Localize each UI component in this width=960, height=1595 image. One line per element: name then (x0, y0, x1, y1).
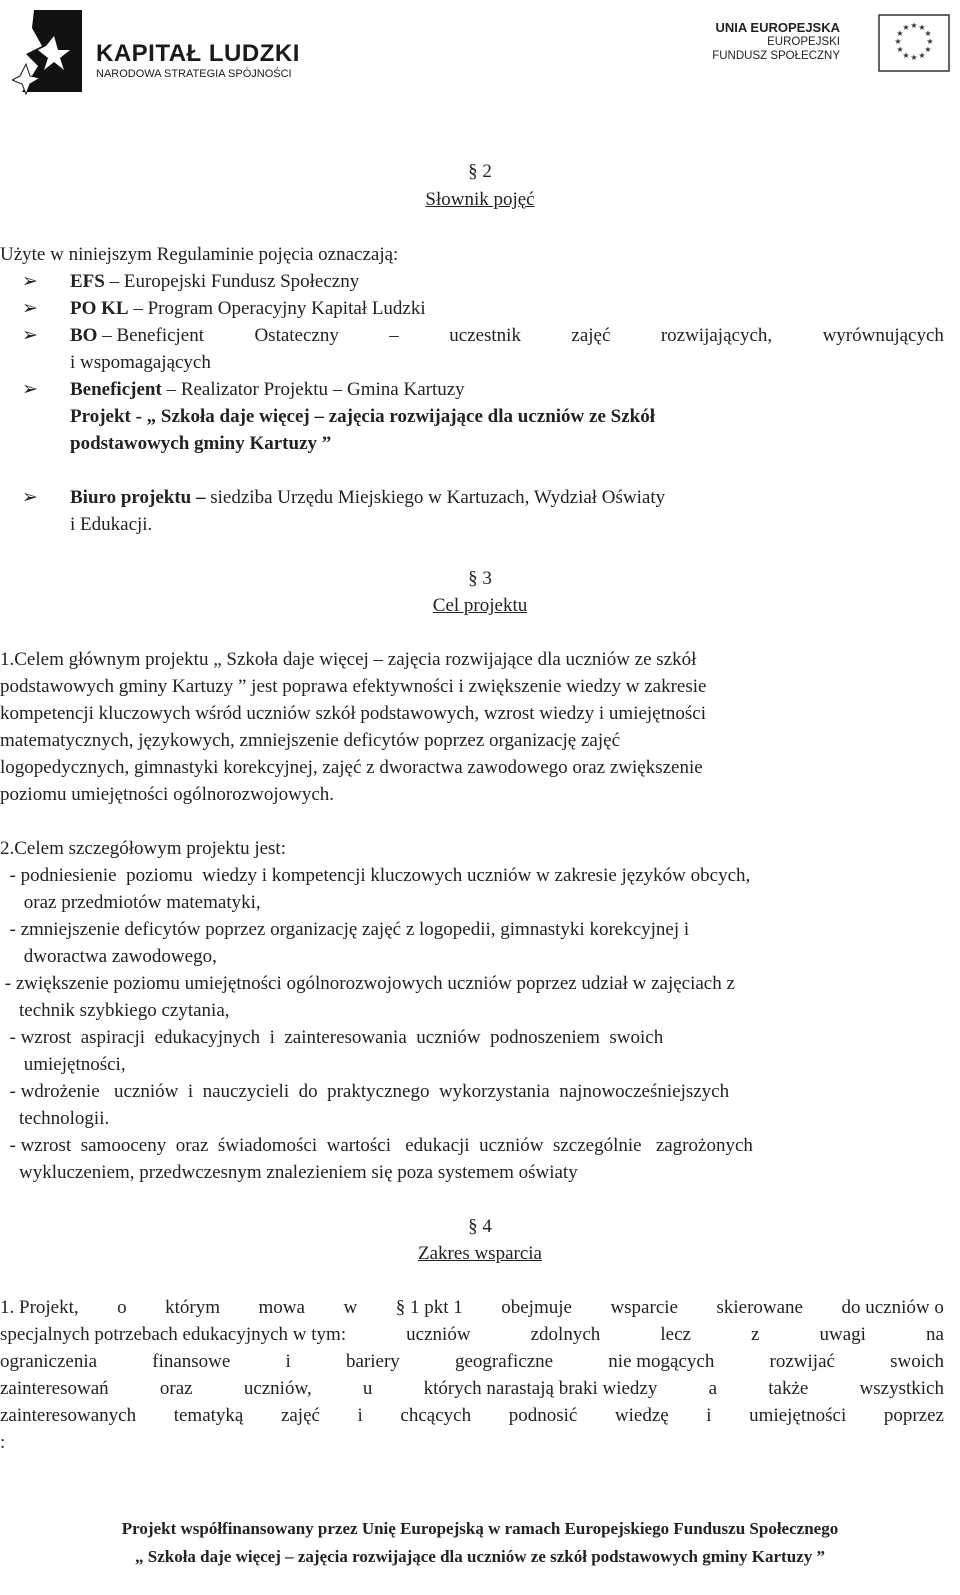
word: rozwijać (769, 1351, 835, 1372)
word: uwagi (819, 1324, 866, 1345)
definition-beneficjent (0, 376, 465, 403)
word: uczniów (406, 1324, 471, 1345)
definition-biuro-continuation: i Edukacji. (70, 514, 153, 535)
definition-efs (0, 268, 359, 295)
goal-line: - wzrost aspiracji edukacyjnych i zainteresowania uczniów podnoszeniem swoich (0, 1027, 664, 1048)
word: uczniów, (243, 1378, 312, 1399)
definition-text: siedziba Urzędu Miejskiego w Kartuzach, Wydział Oświaty (205, 487, 666, 508)
word: lecz (660, 1324, 691, 1345)
kapital-ludzki-logo (12, 6, 312, 96)
bullet-arrow-icon: ➢ (22, 298, 38, 319)
word: także (768, 1378, 809, 1399)
goal-line: - wdrożenie uczniów i nauczycieli do praktycznego wykorzystania najnowocześniejszych (0, 1081, 730, 1102)
word: uczestnik (449, 325, 521, 346)
word: wyrównujących (822, 325, 944, 346)
word: bariery (346, 1351, 400, 1372)
svg-text:★: ★ (896, 45, 904, 54)
word: umiejętności (749, 1405, 847, 1426)
paragraph-line: matematycznych, językowych, zmniejszenie deficytów poprzez organizację zajęć (0, 730, 621, 751)
eu-logo-line3: FUNDUSZ SPOŁECZNY (712, 50, 840, 62)
word: podnosić (508, 1405, 578, 1426)
goal-line: - wzrost samooceny oraz świadomości wartości edukacji uczniów szczególnie zagrożonych (0, 1135, 753, 1156)
goal-line: umiejętności, (0, 1054, 126, 1075)
section-3-paragraph-2-intro: 2.Celem szczegółowym projektu jest: (0, 838, 286, 859)
definition-text: – Realizator Projektu – Gmina Kartuzy (161, 379, 465, 400)
word: zainteresowań (0, 1378, 109, 1399)
goal-line: technik szybkiego czytania, (0, 1000, 230, 1021)
word: na (926, 1324, 944, 1345)
footer-line-1: Projekt współfinansowany przez Unię Europejską w ramach Europejskiego Funduszu Społecznego (121, 1519, 839, 1538)
section-4-number: § 4 (468, 1216, 492, 1237)
word: o (117, 1297, 127, 1318)
justified-row (0, 1402, 944, 1429)
word: wsparcie (610, 1297, 678, 1318)
word: chcących (400, 1405, 472, 1426)
word: § 1 pkt 1 (395, 1297, 463, 1318)
word: – (389, 325, 399, 346)
word: finansowe (152, 1351, 231, 1372)
goal-line: oraz przedmiotów matematyki, (0, 892, 261, 913)
section-3-number: § 3 (468, 568, 492, 589)
paragraph-line: poziomu umiejętności ogólnorozwojowych. (0, 784, 335, 805)
eu-logo-line2: EUROPEJSKI (767, 36, 840, 48)
word: skierowane (716, 1297, 803, 1318)
goal-line: - podniesienie poziomu wiedzy i kompetencji kluczowych uczniów w zakresie języków obcych, (0, 865, 751, 886)
goal-line: - zmniejszenie deficytów poprzez organizację zajęć z logopedii, gimnastyki korekcyjnej i (0, 919, 690, 940)
goal-line: - zwiększenie poziomu umiejętności ogólnorozwojowych uczniów poprzez udział w zajęciach z (0, 973, 735, 994)
definition-term: Beneficjent (70, 379, 162, 400)
word: specjalnych potrzebach edukacyjnych w tym: (0, 1324, 347, 1345)
definition-text: – Program Operacyjny Kapitał Ludzki (128, 298, 426, 319)
word: a (708, 1378, 718, 1399)
word: u (362, 1378, 373, 1399)
goal-line: dworactwa zawodowego, (0, 946, 217, 967)
word: i (706, 1405, 712, 1426)
section-4-title: Zakres wsparcia (418, 1243, 542, 1264)
svg-text:★: ★ (910, 53, 918, 62)
svg-text:★: ★ (924, 45, 932, 54)
svg-text:★: ★ (926, 37, 934, 46)
kapital-ludzki-title: KAPITAŁ LUDZKI (96, 40, 300, 67)
bullet-arrow-icon: ➢ (22, 271, 38, 292)
definition-text: – Europejski Fundusz Społeczny (104, 271, 360, 292)
word: których narastają braki wiedzy (423, 1378, 658, 1399)
justified-row (0, 1321, 944, 1348)
footer-line-2: „ Szkoła daje więcej – zajęcia rozwijające dla uczniów ze szkół podstawowych gminy Kartuzy ” (135, 1547, 825, 1566)
word: i (357, 1405, 363, 1426)
definition-biuro (0, 484, 665, 511)
definition-term: PO KL (70, 298, 129, 319)
bullet-arrow-icon: ➢ (22, 325, 38, 346)
definition-projekt-line2: podstawowych gminy Kartuzy ” (70, 433, 332, 454)
definition-term: Biuro projektu – (70, 487, 206, 508)
word: w (343, 1297, 358, 1318)
word: Ostateczny (254, 325, 339, 346)
word: ograniczenia (0, 1351, 98, 1372)
definition-bo (0, 322, 944, 349)
bullet-arrow-icon: ➢ (22, 487, 38, 508)
section-2-title: Słownik pojęć (425, 189, 535, 210)
word: nie mogących (608, 1351, 715, 1372)
kapital-ludzki-emblem-icon (12, 6, 92, 98)
word: wszystkich (859, 1378, 944, 1399)
eu-logo-line1: UNIA EUROPEJSKA (715, 20, 840, 35)
word: z (751, 1324, 760, 1345)
svg-text:★: ★ (902, 51, 910, 60)
word: mowa (258, 1297, 305, 1318)
word: zainteresowanych (0, 1405, 137, 1426)
word: oraz (159, 1378, 193, 1399)
goal-line: technologii. (0, 1108, 110, 1129)
word: do uczniów o (841, 1297, 944, 1318)
word: i (285, 1351, 291, 1372)
word: swoich (890, 1351, 944, 1372)
paragraph-tail: : (0, 1432, 6, 1453)
definition-pokl (0, 295, 426, 322)
section-3-title: Cel projektu (432, 595, 528, 616)
word: rozwijających, (660, 325, 773, 346)
word: 1. Projekt, (0, 1297, 79, 1318)
paragraph-line: podstawowych gminy Kartuzy ” jest poprawa efektywności i zwiększenie wiedzy w zakresie (0, 676, 707, 697)
definition-term: BO (70, 325, 98, 346)
bullet-arrow-icon: ➢ (22, 379, 38, 400)
definition-projekt-line1: Projekt - „ Szkoła daje więcej – zajęcia rozwijające dla uczniów ze Szkół (70, 406, 655, 427)
section-2-intro: Użyte w niniejszym Regulaminie pojęcia oznaczają: (0, 244, 399, 265)
word: zajęć (571, 325, 611, 346)
justified-row (0, 1375, 944, 1402)
svg-text:★: ★ (894, 37, 902, 46)
word: geograficzne (455, 1351, 554, 1372)
section-2-number: § 2 (468, 161, 492, 182)
word: – Beneficjent (102, 325, 205, 346)
paragraph-line: 1.Celem głównym projektu „ Szkoła daje więcej – zajęcia rozwijające dla uczniów ze szkół (0, 649, 697, 670)
word: zdolnych (530, 1324, 601, 1345)
eu-stars-flag-icon (878, 14, 950, 72)
word: zajęć (280, 1405, 320, 1426)
svg-text:★: ★ (918, 23, 926, 32)
paragraph-line: kompetencji kluczowych wśród uczniów szkół podstawowych, wzrost wiedzy i umiejętności (0, 703, 706, 724)
justified-row (0, 1294, 944, 1321)
eu-logo (600, 10, 950, 75)
paragraph-line: logopedycznych, gimnastyki korekcyjnej, zajęć z dworactwa zawodowego oraz zwiększenie (0, 757, 703, 778)
svg-text:★: ★ (896, 29, 904, 38)
definition-term: EFS (70, 271, 105, 292)
svg-text:★: ★ (902, 23, 910, 32)
definition-bo-line (70, 322, 944, 349)
definition-bo-continuation: i wspomagających (70, 352, 211, 373)
justified-row (0, 1348, 944, 1375)
word: obejmuje (501, 1297, 572, 1318)
svg-text:★: ★ (924, 29, 932, 38)
word: którym (165, 1297, 221, 1318)
kapital-ludzki-subtitle: NARODOWA STRATEGIA SPÓJNOŚCI (96, 68, 292, 80)
word: tematyką (173, 1405, 244, 1426)
svg-text:★: ★ (910, 21, 918, 30)
word: poprzez (883, 1405, 944, 1426)
word: wiedzę (614, 1405, 669, 1426)
goal-line: wykluczeniem, przedwczesnym znalezieniem się poza systemem oświaty (0, 1162, 578, 1183)
svg-text:★: ★ (918, 51, 926, 60)
